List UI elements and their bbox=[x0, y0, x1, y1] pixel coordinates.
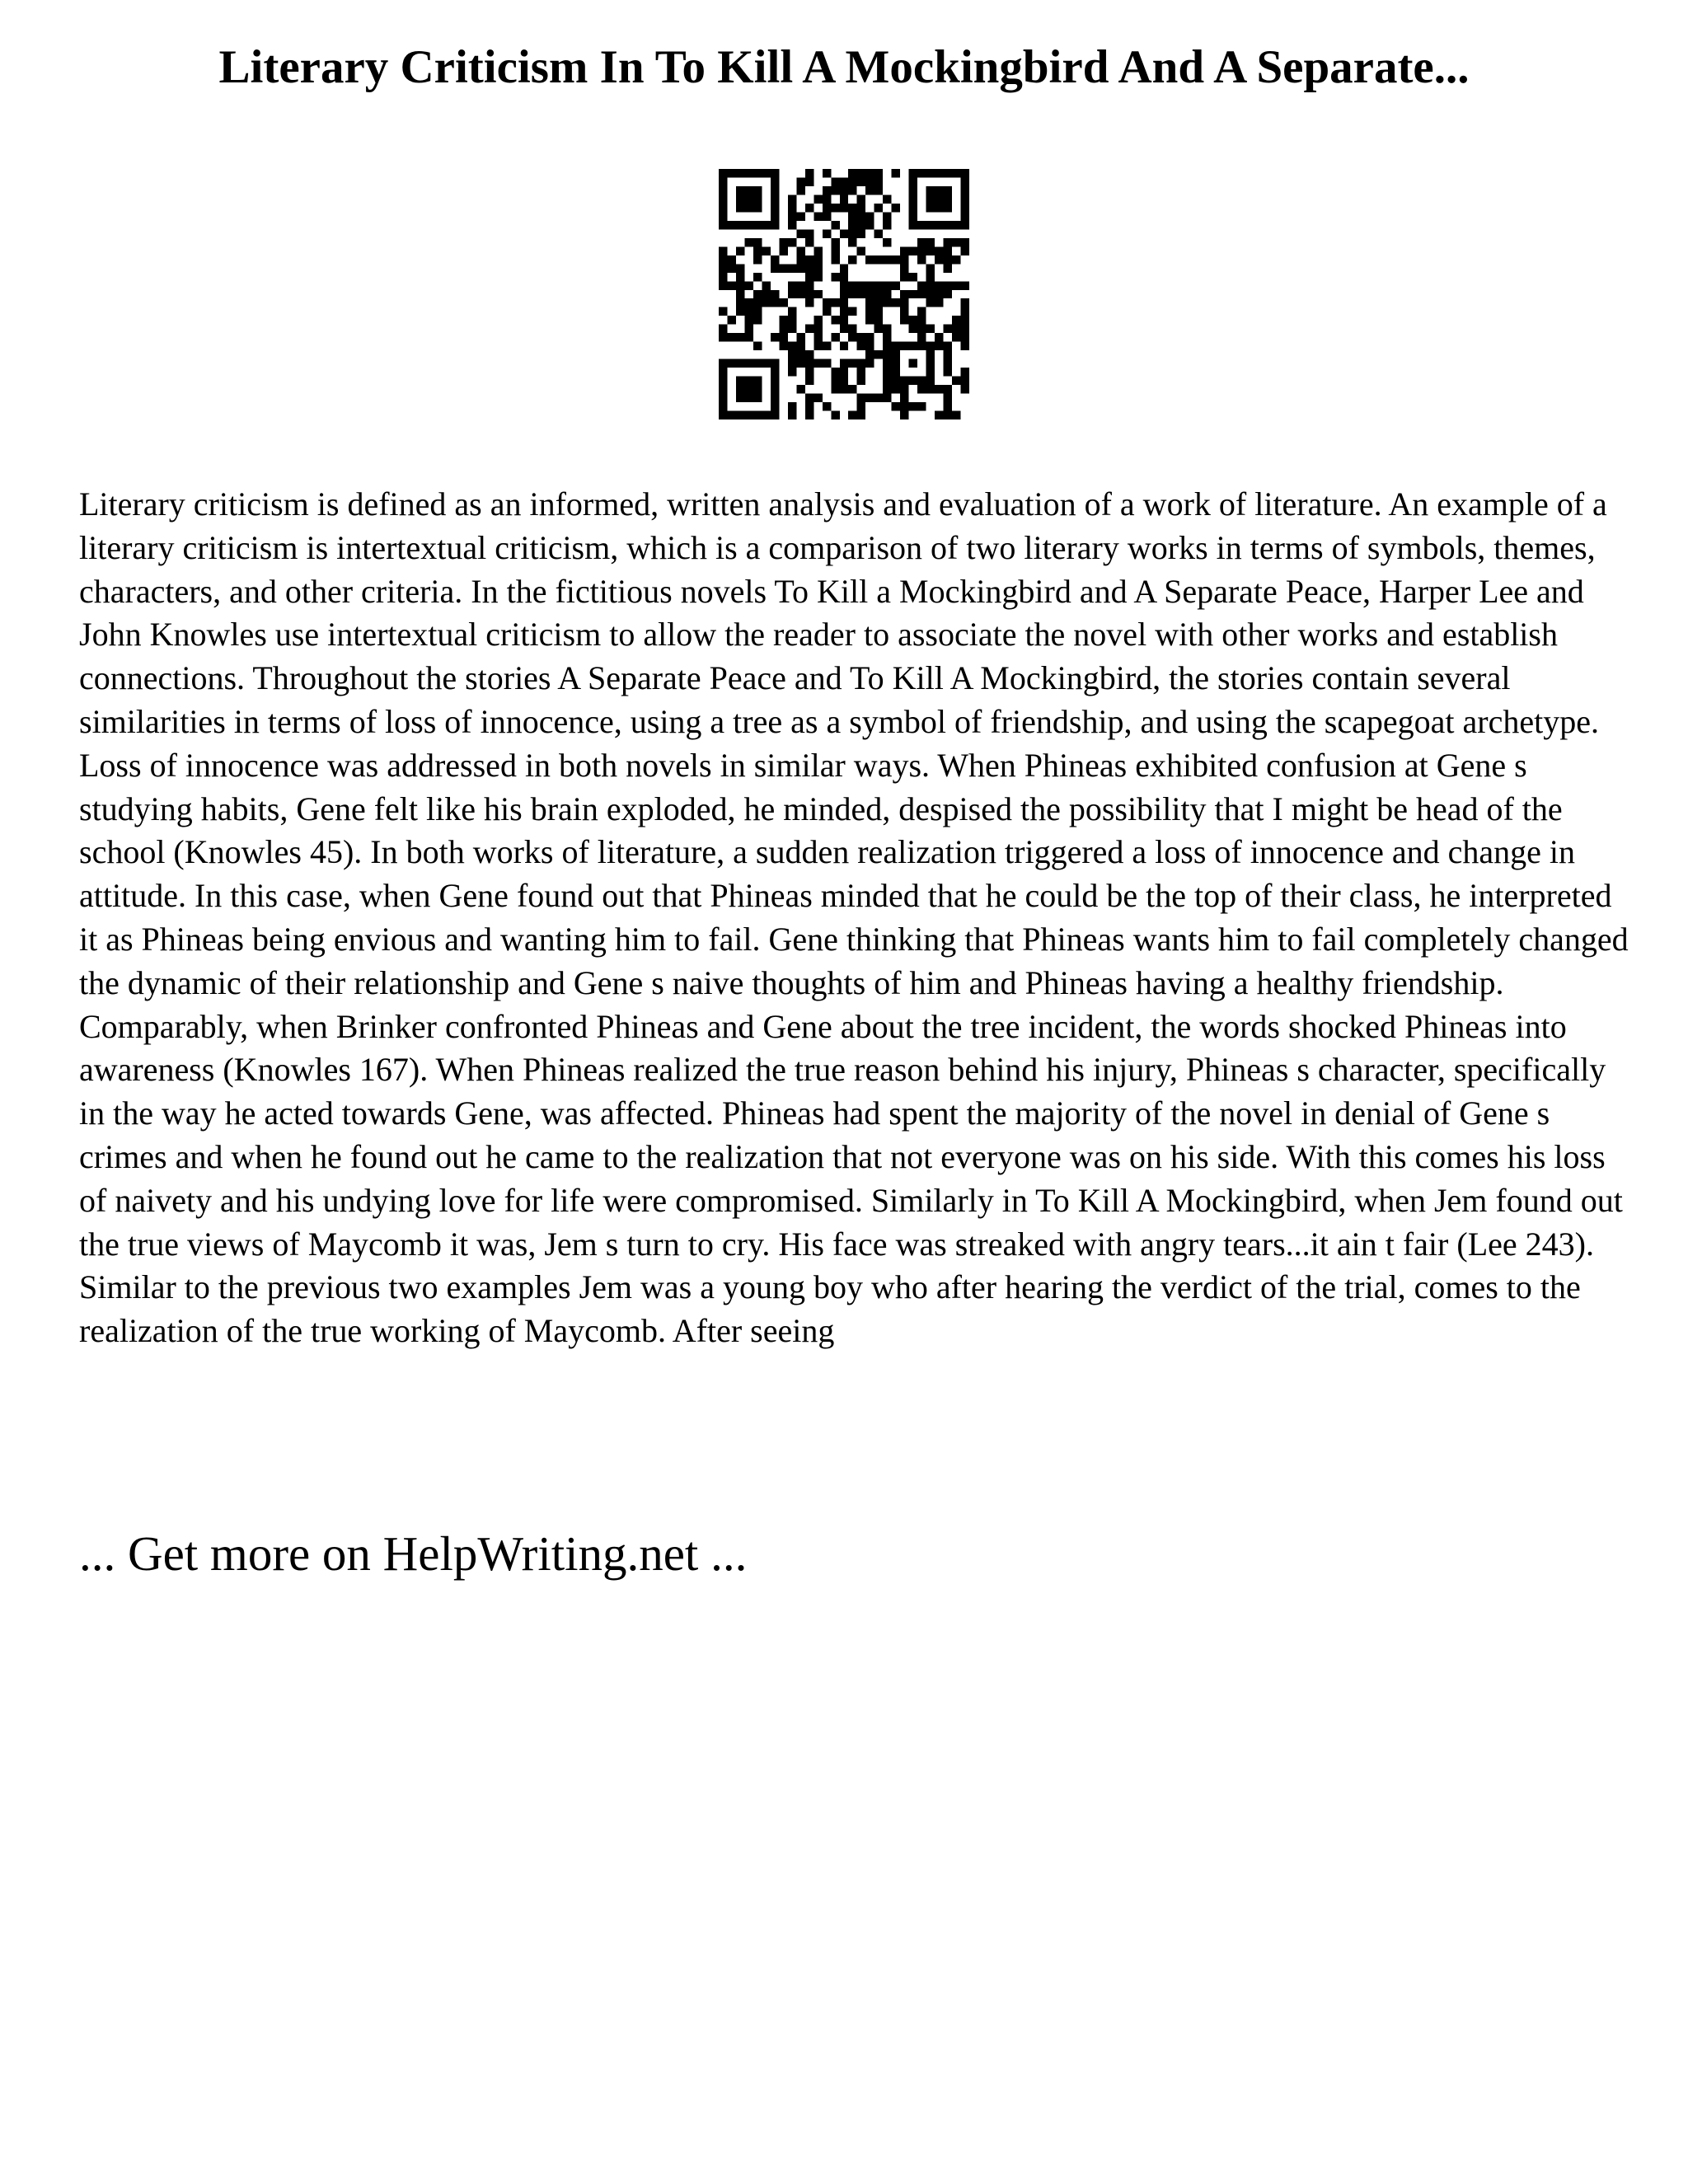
article-body: Literary criticism is defined as an informed, written analysis and evaluation of a work of literature. An example of a literary criticism is intertextual criticism, which is a comparison of two literary works in terms of symbols, themes, characters, and other criteria. In the fictitious novels To Kill a Mockingbird and A Separate Peace, Harper Lee and John Knowles use intertextual criticism to allow the reader to associate the novel with other works and establish connections. Throughout the stories A Separate Peace and To Kill A Mockingbird, the stories contain several similarities in terms of loss of innocence, using a tree as a symbol of friendship, and using the scapegoat archetype. Loss of innocence was addressed in both novels in similar ways. When Phineas exhibited confusion at Gene s studying habits, Gene felt like his brain exploded, he minded, despised the possibility that I might be head of the school (Knowles 45). In both works of literature, a sudden realization triggered a loss of innocence and change in attitude. In this case, when Gene found out that Phineas minded that he could be the top of their class, he interpreted it as Phineas being envious and wanting him to fail. Gene thinking that Phineas wants him to fail completely changed the dynamic of their relationship and Gene s naive thoughts of him and Phineas having a healthy friendship. Comparably, when Brinker confronted Phineas and Gene about the tree incident, the words shocked Phineas into awareness (Knowles 167). When Phineas realized the true reason behind his injury, Phineas s character, specifically in the way he acted towards Gene, was affected. Phineas had spent the majority of the novel in denial of Gene s crimes and when he found out he came to the realization that not everyone was on his side. With this comes his loss of naivety and his undying love for life were compromised. Similarly in To Kill A Mockingbird, when Jem found out the true views of Maycomb it was, Jem s turn to cry. His face was streaked with angry tears...it ain t fair (Lee 243). Similar to the previous two examples Jem was a young boy who after hearing the verdict of the trial, comes to the realization of the true working of Maycomb. After seeing bbox=[79, 485, 1629, 1350]
qr-code-icon bbox=[719, 169, 969, 419]
page-title: Literary Criticism In To Kill A Mockingbird And A Separate... bbox=[218, 41, 1470, 93]
get-more-link[interactable]: ... Get more on HelpWriting.net ... bbox=[79, 1526, 748, 1581]
